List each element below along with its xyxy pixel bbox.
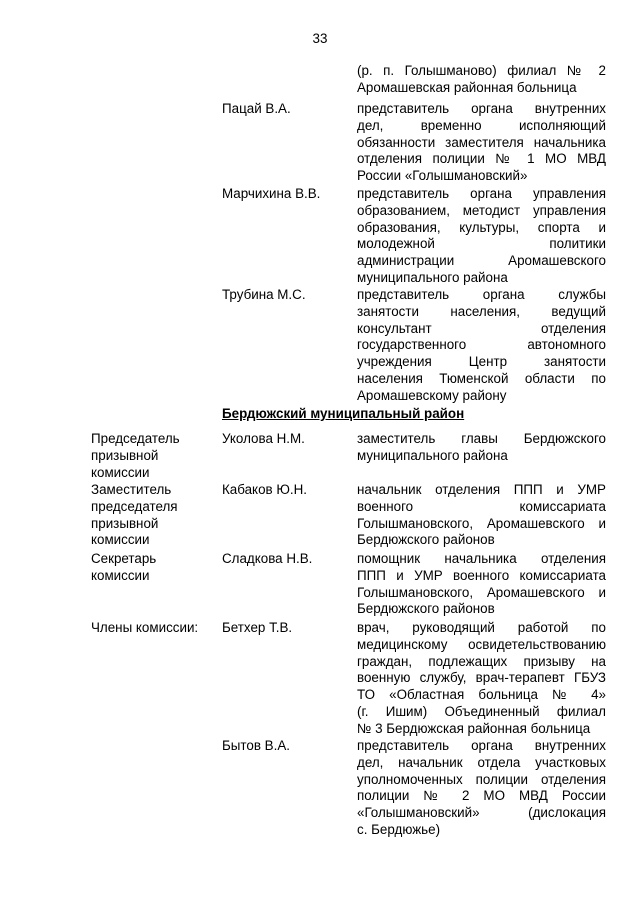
description-line: населения Тюменской области по <box>357 370 606 386</box>
description-line: Бердюжского районов <box>357 601 495 617</box>
description-line: представитель органа внутренних <box>357 101 606 116</box>
role-line: Члены комиссии: <box>91 620 199 635</box>
role-line: Заместитель <box>91 482 172 497</box>
entry-description <box>357 287 606 405</box>
entry-continuation <box>0 63 640 95</box>
description-line: администрации Аромашевского <box>357 253 606 269</box>
description-line: врач, руководящий работой по <box>357 620 606 635</box>
role-label <box>91 551 211 585</box>
member-name: Бытов В.А. <box>222 738 290 753</box>
member-name: Сладкова Н.В. <box>222 551 313 566</box>
role-line: комиссии <box>91 464 150 480</box>
description-line: Аромашевскому району <box>357 387 507 403</box>
description-line: № 3 Бердюжская районная больница <box>357 720 591 736</box>
description-line: дел, временно исполняющий <box>357 117 606 133</box>
description-line: (р. п. Голышманово) филиал № 2 <box>357 63 606 78</box>
description-line: представитель органа управления <box>357 186 606 201</box>
member-name: Кабаков Ю.Н. <box>222 482 307 497</box>
description-line: России «Голышмановский» <box>357 168 528 184</box>
description-line: молодежной политики <box>357 236 606 252</box>
entry-description <box>357 620 606 738</box>
entry-description <box>357 63 606 97</box>
description-line: заместитель главы Бердюжского <box>357 431 606 446</box>
entry-description <box>357 101 606 185</box>
role-line: Секретарь <box>91 551 157 566</box>
description-line: начальник отделения ППП и УМР <box>357 482 606 497</box>
entry-description <box>357 551 606 618</box>
entry-marchikhina <box>0 186 640 288</box>
role-line: председателя <box>91 498 178 514</box>
role-line: призывной <box>91 447 159 463</box>
description-line: учреждения Центр занятости <box>357 354 606 370</box>
entry-betkher <box>0 620 640 740</box>
entry-patsai <box>0 101 640 187</box>
member-name: Трубина М.С. <box>222 287 306 302</box>
description-line: Голышмановского, Аромашевского и <box>357 584 606 600</box>
entry-description <box>357 738 606 839</box>
description-line: муниципального района <box>357 447 508 463</box>
entry-description <box>357 186 606 287</box>
description-line: полиции № 2 МО МВД России <box>357 788 606 804</box>
description-line: помощник начальника отделения <box>357 551 606 566</box>
entry-description <box>357 482 606 549</box>
description-line: занятости населения, ведущий <box>357 303 606 319</box>
description-line: военного комиссариата <box>357 498 606 514</box>
description-line: представитель органа службы <box>357 287 606 302</box>
description-line: отделения полиции № 1 МО МВД <box>357 151 606 167</box>
role-line: комиссии <box>91 567 150 583</box>
section-title: Бердюжский муниципальный район <box>222 406 465 421</box>
description-line: образованием, методист управления <box>357 202 606 218</box>
entry-bytov <box>0 738 640 842</box>
member-name: Бетхер Т.В. <box>222 620 293 635</box>
description-line: Бердюжского районов <box>357 532 495 548</box>
description-line: уполномоченных полиции отделения <box>357 771 606 787</box>
description-line: государственного автономного <box>357 337 606 353</box>
entry-secretary <box>0 551 640 621</box>
entry-trubina <box>0 287 640 407</box>
role-line: комиссии <box>91 532 150 548</box>
description-line: «Голышмановский» (дислокация <box>357 805 606 821</box>
member-name: Пацай В.А. <box>222 101 291 116</box>
role-label <box>91 620 211 637</box>
page-number: 33 <box>312 31 328 46</box>
description-line: Аромашевская районная больница <box>357 79 577 95</box>
description-line: муниципального района <box>357 269 508 285</box>
member-name: Уколова Н.М. <box>222 431 305 446</box>
entry-chairman <box>0 431 640 483</box>
description-line: Голышмановского, Аромашевского и <box>357 515 606 531</box>
description-line: обязанности заместителя начальника <box>357 134 606 150</box>
description-line: образования, культуры, спорта и <box>357 219 606 235</box>
description-line: ППП и УМР военного комиссариата <box>357 567 606 583</box>
role-line: Председатель <box>91 431 180 446</box>
description-line: военную службу, врач-терапевт ГБУЗ <box>357 670 606 686</box>
entry-description <box>357 431 606 465</box>
description-line: представитель органа внутренних <box>357 738 606 753</box>
member-name: Марчихина В.В. <box>222 186 321 201</box>
role-label <box>91 482 211 549</box>
entry-deputy-chairman <box>0 482 640 552</box>
description-line: дел, начальник отдела участковых <box>357 754 606 770</box>
description-line: медицинскому освидетельствованию <box>357 636 606 652</box>
description-line: граждан, подлежащих призыву на <box>357 653 606 669</box>
role-label <box>91 431 211 481</box>
description-line: ТО «Областная больница № 4» <box>357 687 606 703</box>
role-line: призывной <box>91 515 159 531</box>
description-line: с. Бердюжье) <box>357 821 441 837</box>
description-line: консультант отделения <box>357 320 606 336</box>
description-line: (г. Ишим) Объединенный филиал <box>357 703 606 719</box>
